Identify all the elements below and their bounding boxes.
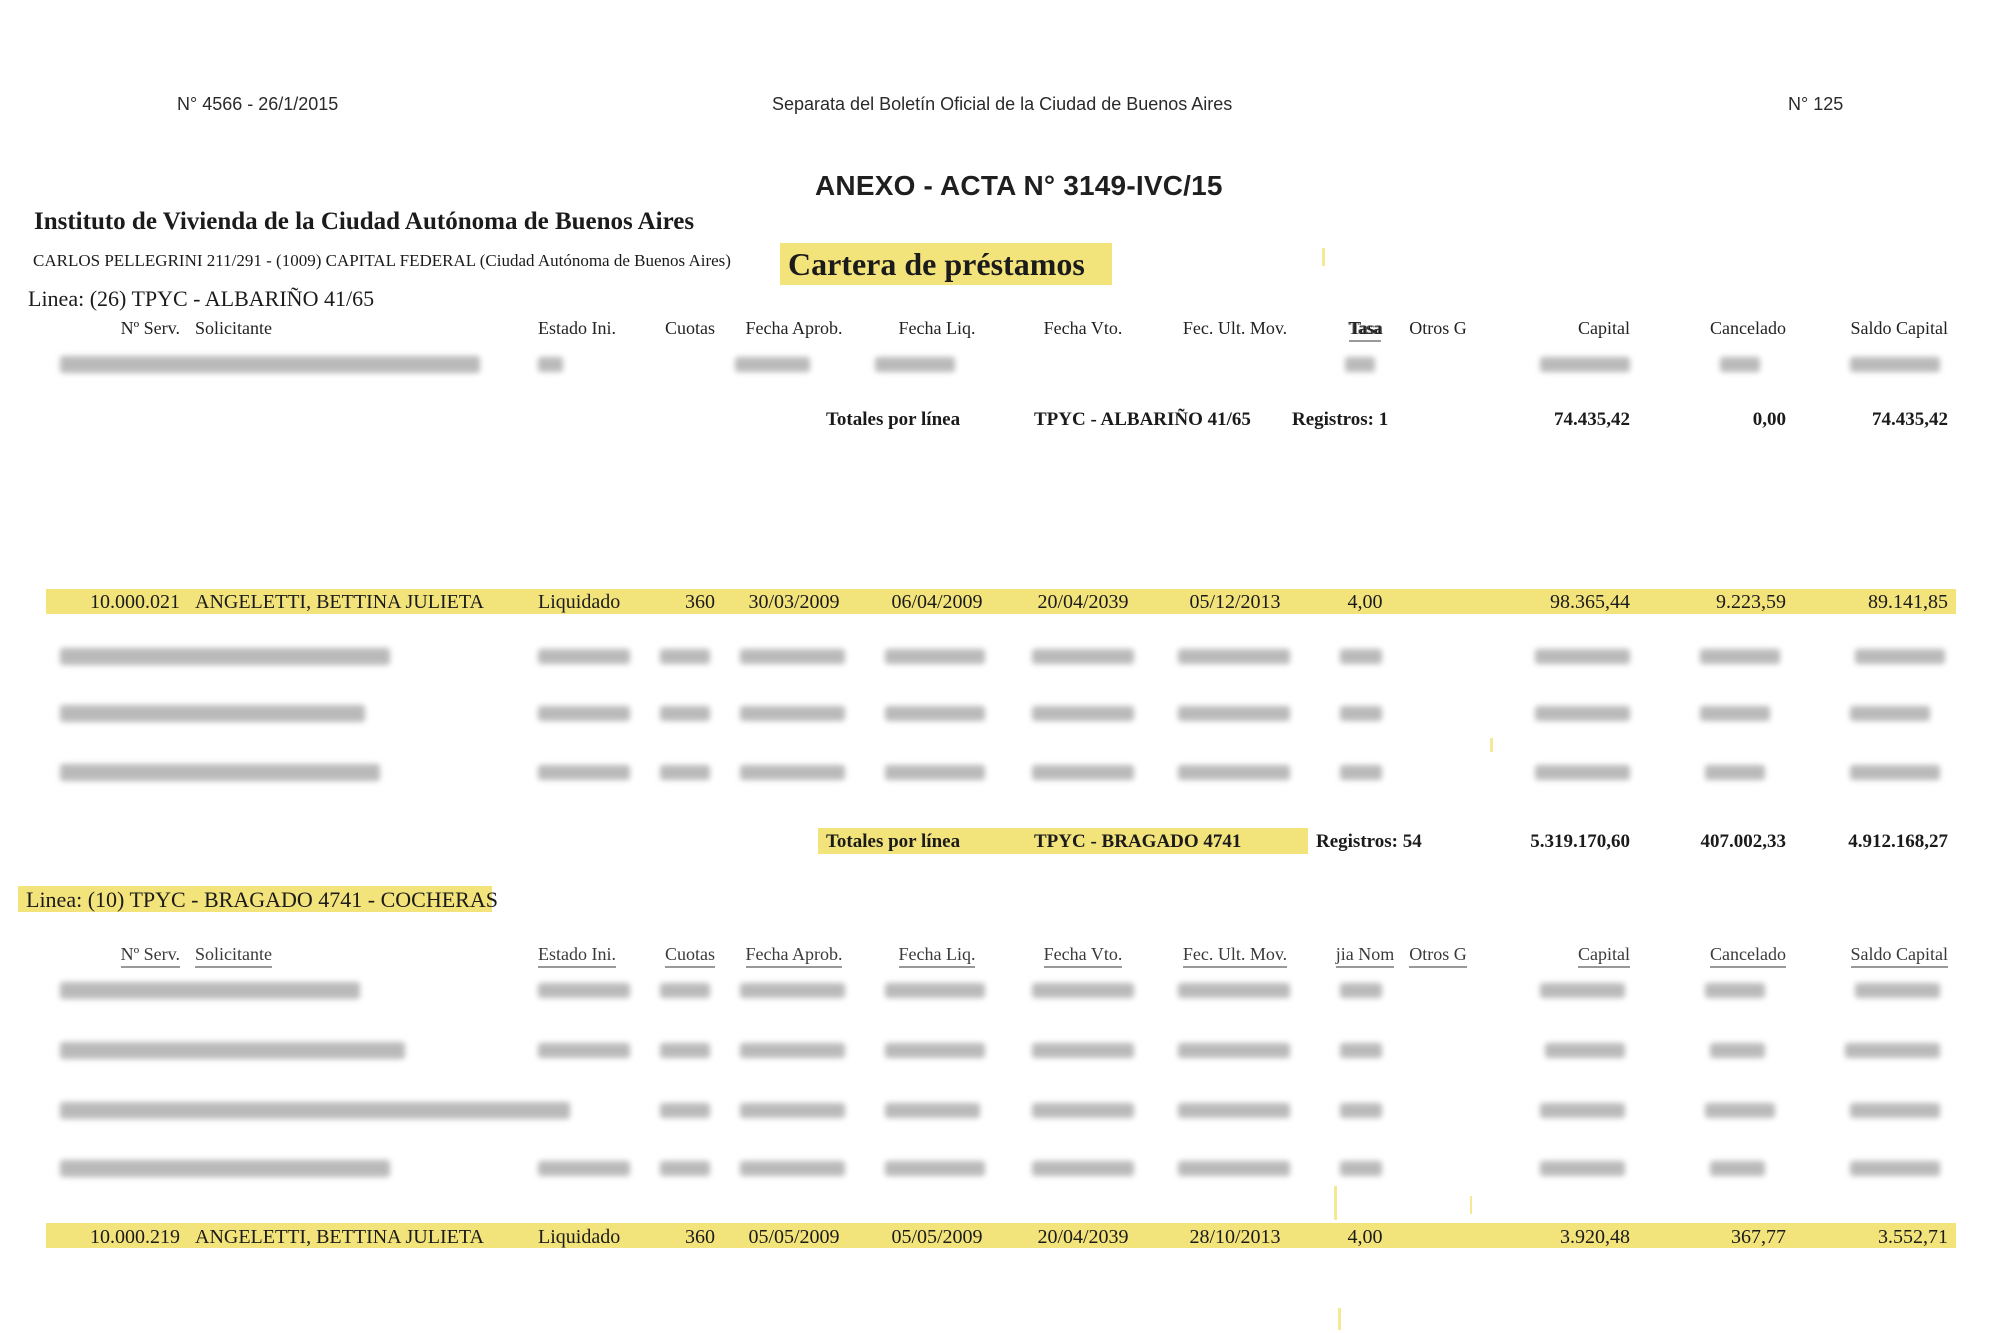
institute-address: CARLOS PELLEGRINI 211/291 - (1009) CAPITAL FEDERAL (Ciudad Autónoma de Buenos Aires): [33, 251, 731, 270]
col-cancelado: Cancelado: [1710, 318, 1786, 338]
highlight-artifact: [1322, 248, 1325, 266]
loan-nserv: 10.000.021: [90, 591, 180, 613]
loan-fecha-liq: 05/05/2009: [891, 1226, 983, 1248]
totals-label: Totales por línea: [826, 831, 961, 852]
totals-line-name: TPYC - ALBARIÑO 41/65: [1034, 409, 1251, 430]
col-fecha-vto: Fecha Vto.: [1044, 944, 1123, 968]
col-fec-ult-mov: Fec. Ult. Mov.: [1182, 318, 1288, 338]
loan-capital: 98.365,44: [1550, 591, 1630, 613]
totals-registros: Registros: 54: [1316, 831, 1422, 852]
redacted-row: [0, 354, 2000, 382]
col-cuotas: Cuotas: [665, 944, 715, 968]
loan-saldo-capital: 3.552,71: [1878, 1226, 1948, 1248]
col-capital: Capital: [1578, 944, 1630, 968]
loan-solicitante: ANGELETTI, BETTINA JULIETA: [195, 591, 484, 613]
redacted-row: [0, 762, 2000, 790]
redacted-row: [0, 980, 2000, 1008]
totals-row-bragado: [0, 831, 2000, 859]
col-fecha-liq: Fecha Liq.: [899, 944, 976, 968]
anexo-title: ANEXO - ACTA N° 3149-IVC/15: [815, 170, 1223, 201]
loan-estado: Liquidado: [538, 1226, 621, 1248]
bulletin-number: N° 4566 - 26/1/2015: [177, 94, 339, 114]
col-otros-g: Otros G: [1409, 944, 1467, 968]
loan-cuotas: 360: [685, 1226, 715, 1248]
loan-row-highlighted: [0, 1226, 2000, 1254]
loan-tasa: 4,00: [1347, 591, 1383, 613]
col-cancelado: Cancelado: [1710, 944, 1786, 968]
totals-cancelado: 0,00: [1752, 409, 1786, 430]
col-capital: Capital: [1578, 318, 1630, 338]
loan-cancelado: 9.223,59: [1716, 591, 1786, 613]
doc-title: Cartera de préstamos: [788, 246, 1085, 282]
redacted-row: [0, 646, 2000, 674]
loan-saldo-capital: 89.141,85: [1868, 591, 1948, 613]
highlight-artifact: [1338, 1308, 1341, 1330]
totals-line-name: TPYC - BRAGADO 4741: [1034, 831, 1242, 852]
loan-fecha-vto: 20/04/2039: [1037, 591, 1129, 613]
col-tasa-nom: jia Nom: [1336, 944, 1395, 968]
institute-name: Instituto de Vivienda de la Ciudad Autónoma de Buenos Aires: [34, 208, 695, 235]
redacted-row: [0, 1100, 2000, 1128]
loan-row-highlighted: [0, 591, 2000, 619]
page-number: N° 125: [1788, 94, 1844, 114]
loan-estado: Liquidado: [538, 591, 621, 613]
loan-fec-ult-mov: 05/12/2013: [1189, 591, 1281, 613]
totals-capital: 74.435,42: [1554, 409, 1630, 430]
col-solicitante: Solicitante: [195, 318, 272, 338]
loan-fecha-liq: 06/04/2009: [891, 591, 983, 613]
col-fecha-aprob: Fecha Aprob.: [745, 318, 843, 338]
loan-solicitante: ANGELETTI, BETTINA JULIETA: [195, 1226, 484, 1248]
loan-cuotas: 360: [685, 591, 715, 613]
col-estado: Estado Ini.: [538, 318, 616, 338]
col-fecha-aprob: Fecha Aprob.: [746, 944, 843, 968]
totals-row-albarino: [0, 409, 2000, 437]
totals-cancelado: 407.002,33: [1700, 831, 1786, 852]
col-cuotas: Cuotas: [664, 318, 715, 338]
loan-capital: 3.920,48: [1560, 1226, 1630, 1248]
col-fecha-liq: Fecha Liq.: [898, 318, 976, 338]
col-otros-g: Otros G: [1409, 318, 1467, 338]
highlight-artifact: [1334, 1186, 1337, 1220]
redacted-row: [0, 1158, 2000, 1186]
loan-nserv: 10.000.219: [90, 1226, 180, 1248]
col-fec-ult-mov: Fec. Ult. Mov.: [1183, 944, 1287, 968]
bulletin-title: Separata del Boletín Oficial de la Ciudad de Buenos Aires: [772, 94, 1233, 114]
col-saldo-capital: Saldo Capital: [1851, 944, 1949, 968]
line-label-cocheras: Linea: (10) TPYC - BRAGADO 4741 - COCHERAS: [26, 887, 498, 912]
loan-tasa: 4,00: [1347, 1226, 1383, 1248]
line-label-albarino: Linea: (26) TPYC - ALBARIÑO 41/65: [28, 286, 375, 311]
loan-fecha-vto: 20/04/2039: [1037, 1226, 1129, 1248]
table2-header-row: [0, 944, 2000, 972]
col-saldo-capital: Saldo Capital: [1850, 318, 1948, 338]
totals-label: Totales por línea: [826, 409, 961, 430]
col-tasa: Tasa: [1349, 318, 1382, 342]
col-solicitante: Solicitante: [195, 944, 272, 968]
redacted-row: [0, 703, 2000, 731]
totals-registros: Registros: 1: [1292, 409, 1389, 430]
col-nserv: Nº Serv.: [120, 318, 180, 338]
redacted-row: [0, 1040, 2000, 1068]
loan-cancelado: 367,77: [1731, 1226, 1786, 1248]
loan-fecha-aprob: 30/03/2009: [748, 591, 840, 613]
loan-fec-ult-mov: 28/10/2013: [1189, 1226, 1281, 1248]
totals-saldo-capital: 4.912.168,27: [1848, 831, 1948, 852]
col-estado: Estado Ini.: [538, 944, 616, 968]
totals-capital: 5.319.170,60: [1530, 831, 1630, 852]
col-fecha-vto: Fecha Vto.: [1043, 318, 1123, 338]
totals-saldo-capital: 74.435,42: [1872, 409, 1948, 430]
loan-fecha-aprob: 05/05/2009: [748, 1226, 840, 1248]
highlight-artifact: [1470, 1196, 1472, 1214]
highlight-artifact: [1490, 738, 1493, 752]
col-nserv: Nº Serv.: [121, 944, 180, 968]
table1-header-row: [0, 318, 2000, 346]
